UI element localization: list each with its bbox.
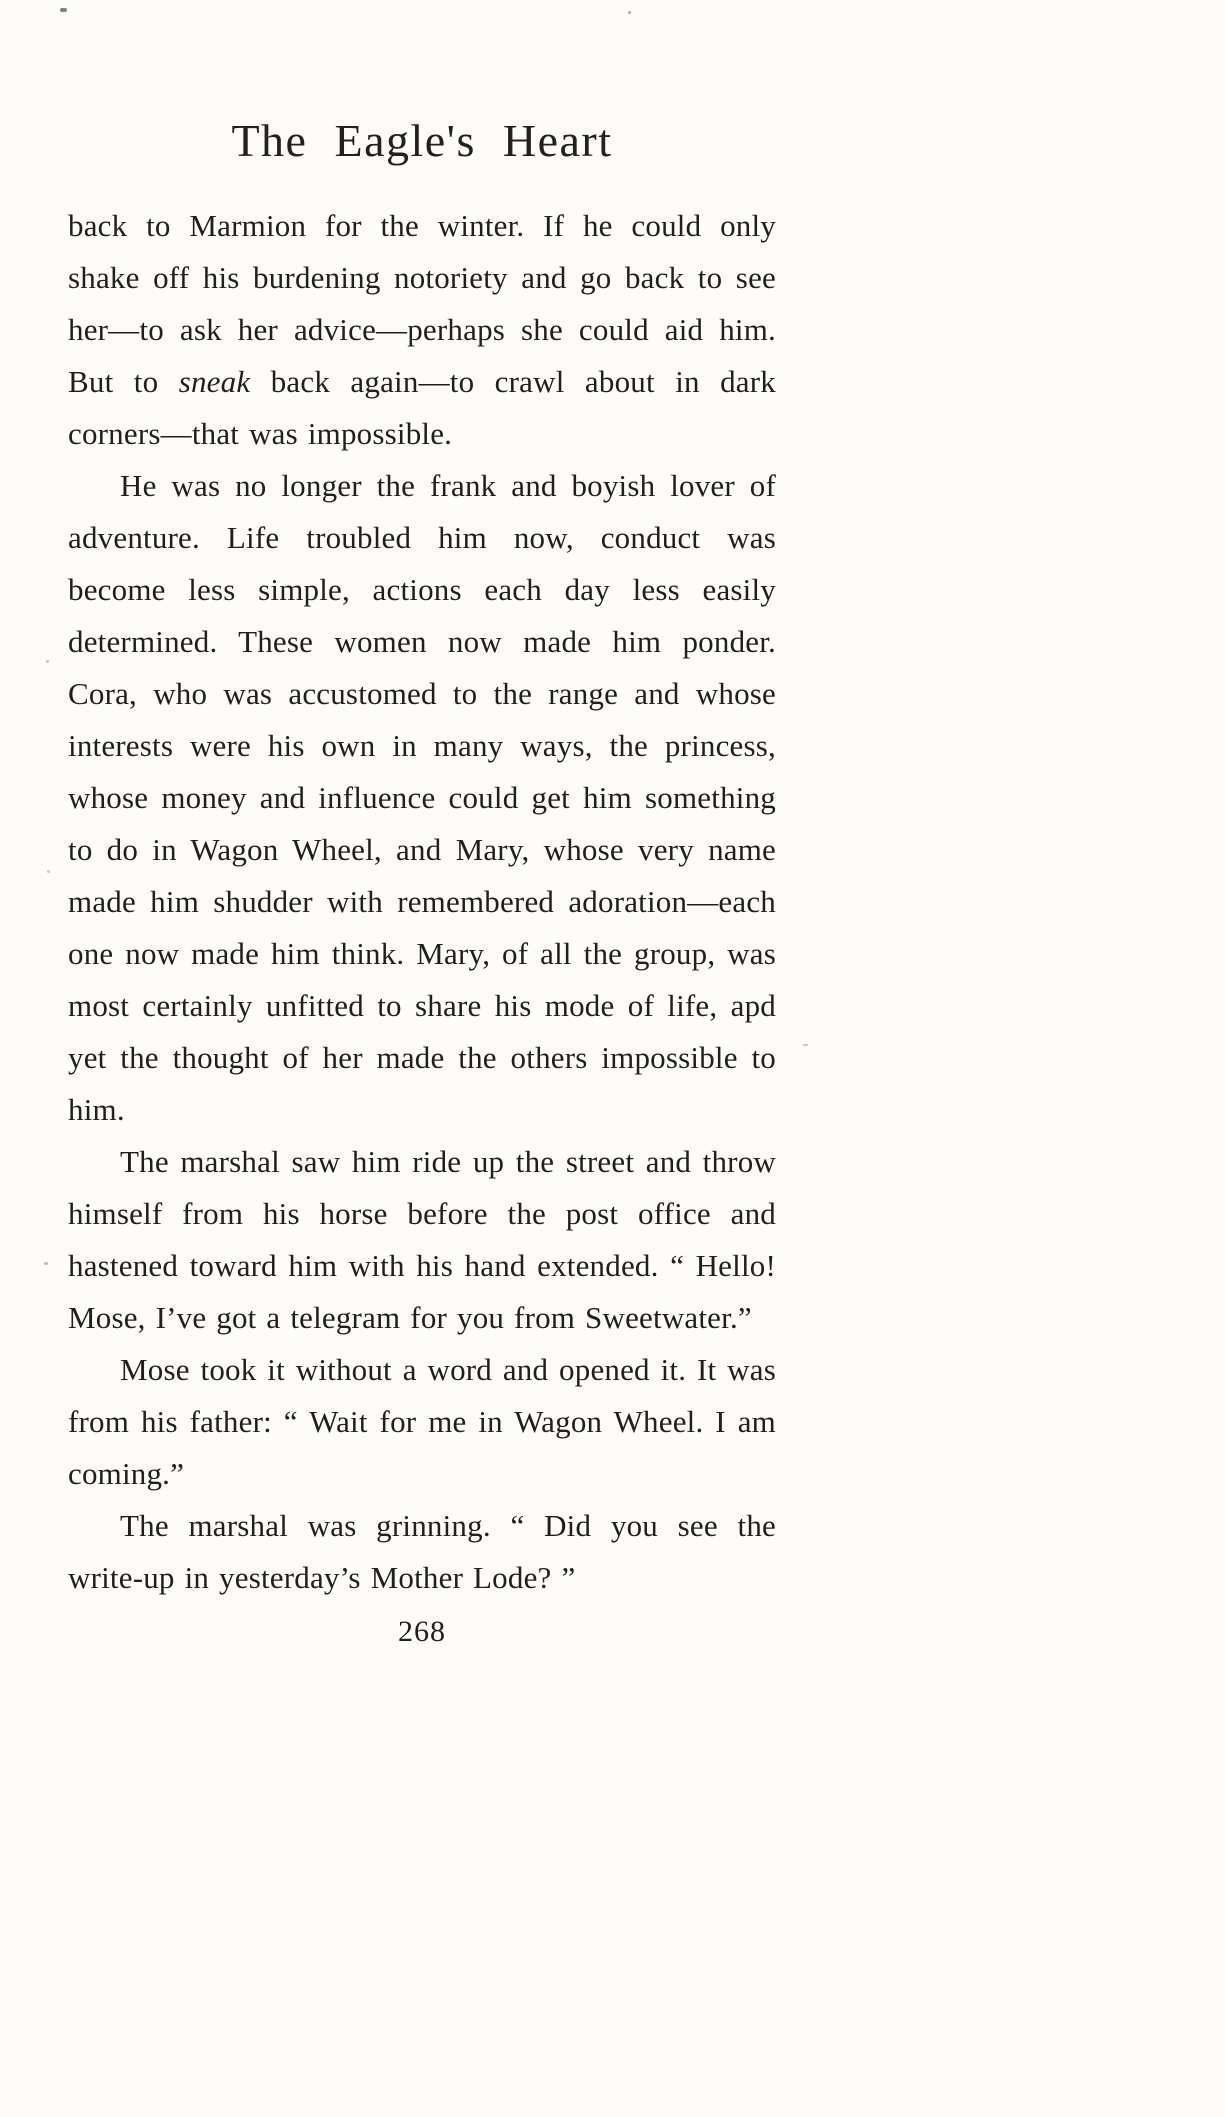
page-number: 268 [398,1615,446,1648]
scan-speck [46,660,49,663]
paragraph-3: The marshal saw him ride up the street and throw himself from his horse before the post office and hastened toward him with his hand extended. “ Hello! Mose, I’ve got a telegram for you from Sweetwater.” [68,1144,776,1335]
paragraph-4: Mose took it without a word and opened it. It was from his father: “ Wait for me in Wagon Wheel. I am coming.” [68,1352,776,1491]
paragraph-1-run-3: back again—to crawl about in dark corners—that was impossible. [68,364,776,451]
paragraph-1-run-1: back to Marmion for the winter. If he could only shake off his burdening notoriety and go back to see her—to ask her advice—perhaps she could aid him. But to [68,208,776,399]
paragraph-5: The marshal was grinning. “ Did you see the write-up in yesterday’s Mother Lode? ” [68,1508,776,1595]
text-block [68,115,776,1658]
scan-speck [628,11,631,14]
scan-speck [60,8,67,12]
running-head: The Eagle's Heart [231,115,613,166]
scan-speck [803,1044,808,1046]
paragraph-1 [68,200,776,460]
scan-speck [44,1262,48,1265]
paragraph-1-italic-word: sneak [178,364,251,399]
paragraph-2: He was no longer the frank and boyish lover of adventure. Life troubled him now, conduct was become less simple, actions each day less easily determined. These women now made him ponder. Cora, who was accustomed to the range and whose interests were his own in many ways, the princess, whose money and influence could get him something to do in Wagon Wheel, and Mary, whose very name made him shudder with remembered adoration—each one now made him think. Mary, of all the group, was most certainly unfitted to share his mode of life, apd yet the thought of her made the others impossible to him. [68,468,776,1127]
scan-speck [47,870,50,873]
